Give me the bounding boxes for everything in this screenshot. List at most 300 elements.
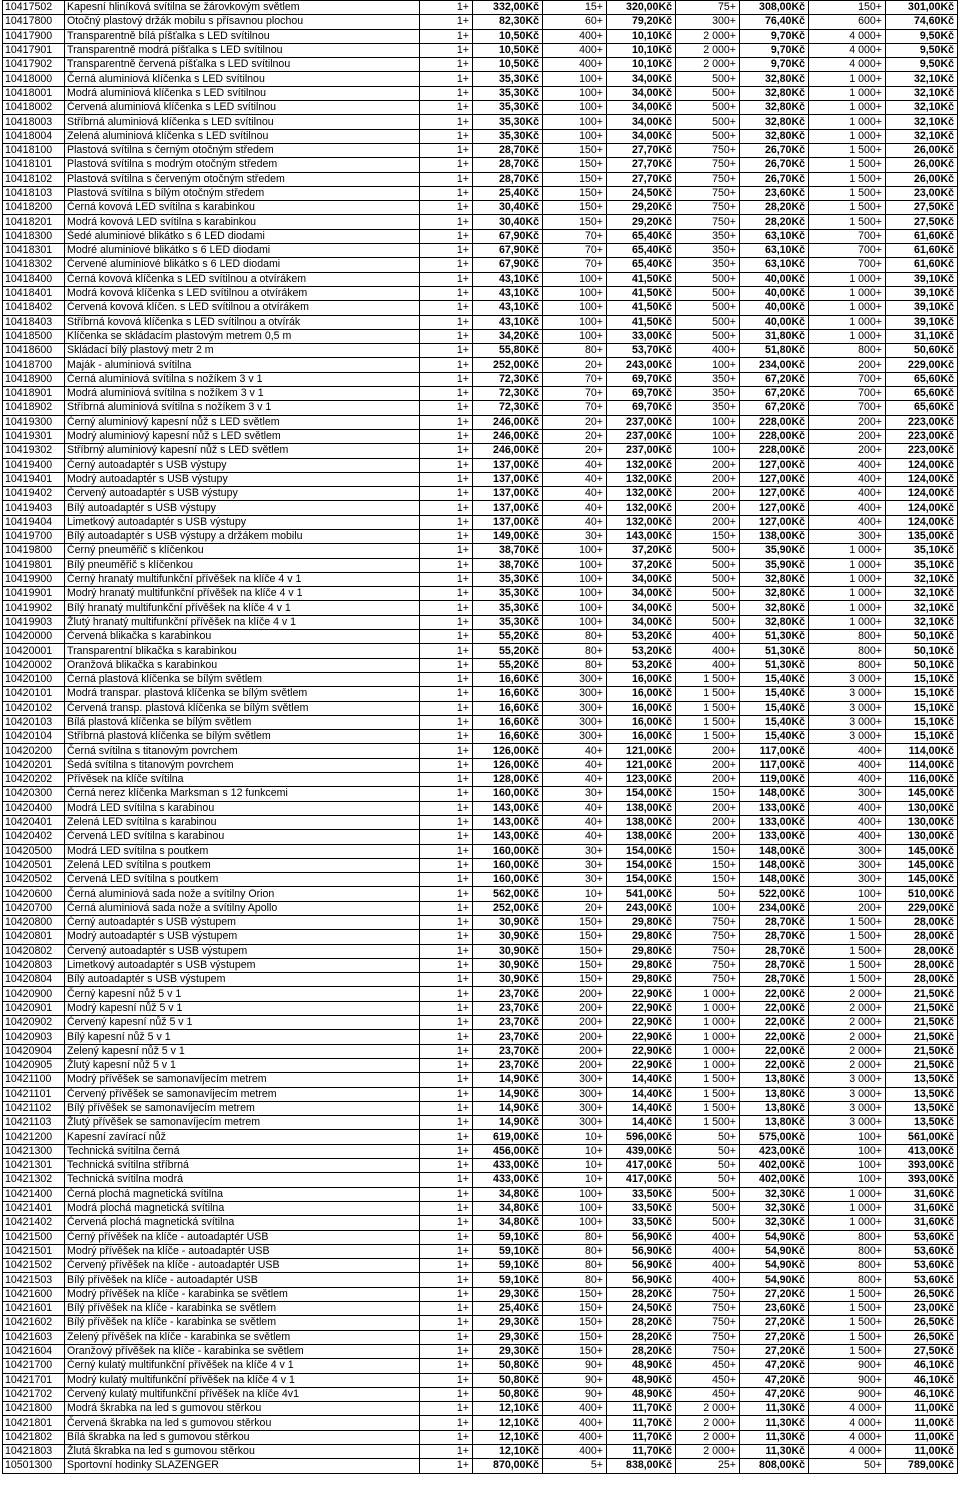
product-code: 10419900 (3, 572, 65, 586)
qty-tier-4: 2 000+ (809, 1058, 886, 1072)
qty-tier-4: 4 000+ (809, 1444, 886, 1458)
product-name: Kapesní hliníková svítilna se žárovkovým světlem (65, 1, 420, 15)
price-tier-4: 46,10Kč (886, 1373, 958, 1387)
product-name: Stříbrná aluminiová klíčenka s LED svítilnou (65, 115, 420, 129)
price-tier-1: 14,90Kč (473, 1101, 543, 1115)
qty-tier-3: 200+ (676, 830, 740, 844)
price-tier-2: 11,70Kč (607, 1416, 676, 1430)
qty-tier-1: 1+ (420, 830, 473, 844)
table-row (3, 1087, 958, 1101)
price-tier-1: 23,70Kč (473, 1044, 543, 1058)
price-tier-3: 35,90Kč (740, 544, 809, 558)
price-tier-2: 48,90Kč (607, 1387, 676, 1401)
qty-tier-4: 1 000+ (809, 101, 886, 115)
product-code: 10420001 (3, 644, 65, 658)
price-tier-1: 43,10Kč (473, 315, 543, 329)
price-tier-4: 9,50Kč (886, 43, 958, 57)
product-code: 10417902 (3, 58, 65, 72)
qty-tier-2: 300+ (543, 730, 607, 744)
price-tier-2: 154,00Kč (607, 858, 676, 872)
table-row (3, 844, 958, 858)
qty-tier-2: 70+ (543, 401, 607, 415)
qty-tier-3: 750+ (676, 958, 740, 972)
product-code: 10420401 (3, 815, 65, 829)
price-tier-4: 393,00Kč (886, 1173, 958, 1187)
price-tier-4: 31,60Kč (886, 1216, 958, 1230)
qty-tier-1: 1+ (420, 387, 473, 401)
price-tier-3: 9,70Kč (740, 29, 809, 43)
qty-tier-2: 200+ (543, 987, 607, 1001)
qty-tier-3: 400+ (676, 644, 740, 658)
price-tier-2: 29,80Kč (607, 916, 676, 930)
qty-tier-2: 15+ (543, 1, 607, 15)
price-tier-3: 28,70Kč (740, 973, 809, 987)
price-tier-4: 65,60Kč (886, 372, 958, 386)
price-tier-2: 28,20Kč (607, 1330, 676, 1344)
price-tier-2: 34,00Kč (607, 115, 676, 129)
product-name: Černý přívěšek na klíče - autoadaptér USB (65, 1230, 420, 1244)
price-tier-3: 23,60Kč (740, 186, 809, 200)
price-tier-1: 55,20Kč (473, 658, 543, 672)
qty-tier-1: 1+ (420, 658, 473, 672)
table-row (3, 1, 958, 15)
qty-tier-3: 750+ (676, 973, 740, 987)
price-tier-4: 223,00Kč (886, 444, 958, 458)
qty-tier-2: 150+ (543, 1316, 607, 1330)
price-tier-1: 59,10Kč (473, 1273, 543, 1287)
qty-tier-4: 1 000+ (809, 72, 886, 86)
table-row (3, 730, 958, 744)
table-row (3, 444, 958, 458)
qty-tier-3: 200+ (676, 458, 740, 472)
price-tier-1: 16,60Kč (473, 672, 543, 686)
table-row (3, 715, 958, 729)
qty-tier-1: 1+ (420, 229, 473, 243)
qty-tier-1: 1+ (420, 272, 473, 286)
qty-tier-3: 1 500+ (676, 687, 740, 701)
qty-tier-3: 350+ (676, 401, 740, 415)
product-code: 10418900 (3, 372, 65, 386)
product-code: 10420101 (3, 687, 65, 701)
price-tier-3: 67,20Kč (740, 372, 809, 386)
qty-tier-1: 1+ (420, 1416, 473, 1430)
price-tier-3: 133,00Kč (740, 801, 809, 815)
qty-tier-2: 300+ (543, 1087, 607, 1101)
price-tier-2: 33,50Kč (607, 1187, 676, 1201)
table-row (3, 244, 958, 258)
table-row (3, 1201, 958, 1215)
table-row (3, 286, 958, 300)
product-name: Kapesní zavírací nůž (65, 1130, 420, 1144)
price-tier-2: 10,10Kč (607, 58, 676, 72)
price-tier-4: 32,10Kč (886, 129, 958, 143)
qty-tier-1: 1+ (420, 701, 473, 715)
price-tier-4: 32,10Kč (886, 101, 958, 115)
price-tier-3: 26,70Kč (740, 143, 809, 157)
price-tier-4: 135,00Kč (886, 529, 958, 543)
price-tier-2: 34,00Kč (607, 572, 676, 586)
table-row (3, 1001, 958, 1015)
table-row (3, 630, 958, 644)
price-tier-2: 10,10Kč (607, 43, 676, 57)
price-tier-2: 41,50Kč (607, 286, 676, 300)
product-name: Červený autoadaptér s USB výstupem (65, 944, 420, 958)
product-code: 10418600 (3, 344, 65, 358)
qty-tier-3: 400+ (676, 1244, 740, 1258)
product-name: Černá kovová klíčenka s LED svítilnou a otvírákem (65, 272, 420, 286)
price-tier-3: 32,80Kč (740, 572, 809, 586)
price-tier-4: 32,10Kč (886, 72, 958, 86)
qty-tier-1: 1+ (420, 1216, 473, 1230)
qty-tier-3: 400+ (676, 1230, 740, 1244)
price-tier-3: 51,30Kč (740, 630, 809, 644)
price-tier-2: 33,00Kč (607, 329, 676, 343)
price-tier-3: 234,00Kč (740, 901, 809, 915)
product-name: Červená škrabka na led s gumovou stěrkou (65, 1416, 420, 1430)
price-tier-2: 41,50Kč (607, 272, 676, 286)
price-tier-3: 15,40Kč (740, 730, 809, 744)
price-tier-2: 320,00Kč (607, 1, 676, 15)
qty-tier-1: 1+ (420, 1287, 473, 1301)
price-tier-3: 13,80Kč (740, 1101, 809, 1115)
table-row (3, 1359, 958, 1373)
product-name: Modrá kovová klíčenka s LED svítilnou a otvírákem (65, 286, 420, 300)
product-code: 10418301 (3, 244, 65, 258)
product-code: 10421603 (3, 1330, 65, 1344)
product-code: 10419903 (3, 615, 65, 629)
qty-tier-1: 1+ (420, 930, 473, 944)
qty-tier-4: 400+ (809, 487, 886, 501)
qty-tier-3: 2 000+ (676, 43, 740, 57)
qty-tier-4: 1 500+ (809, 958, 886, 972)
price-tier-1: 143,00Kč (473, 801, 543, 815)
qty-tier-3: 750+ (676, 215, 740, 229)
product-code: 10420200 (3, 744, 65, 758)
table-row (3, 687, 958, 701)
price-tier-2: 48,90Kč (607, 1359, 676, 1373)
qty-tier-2: 150+ (543, 958, 607, 972)
qty-tier-2: 100+ (543, 587, 607, 601)
price-tier-1: 433,00Kč (473, 1159, 543, 1173)
qty-tier-1: 1+ (420, 901, 473, 915)
qty-tier-2: 100+ (543, 544, 607, 558)
price-tier-3: 26,70Kč (740, 172, 809, 186)
product-code: 10421402 (3, 1216, 65, 1230)
qty-tier-2: 150+ (543, 916, 607, 930)
qty-tier-3: 750+ (676, 186, 740, 200)
price-tier-1: 38,70Kč (473, 544, 543, 558)
table-row (3, 1230, 958, 1244)
product-name: Černá aluminiová svítilna s nožíkem 3 v 1 (65, 372, 420, 386)
table-row (3, 86, 958, 100)
product-code: 10419401 (3, 472, 65, 486)
qty-tier-1: 1+ (420, 329, 473, 343)
table-row (3, 143, 958, 157)
qty-tier-4: 200+ (809, 429, 886, 443)
price-tier-1: 126,00Kč (473, 744, 543, 758)
price-tier-4: 31,60Kč (886, 1187, 958, 1201)
price-tier-4: 114,00Kč (886, 758, 958, 772)
qty-tier-3: 750+ (676, 172, 740, 186)
qty-tier-4: 3 000+ (809, 730, 886, 744)
qty-tier-2: 200+ (543, 1058, 607, 1072)
table-row (3, 1058, 958, 1072)
qty-tier-1: 1+ (420, 973, 473, 987)
qty-tier-3: 750+ (676, 1344, 740, 1358)
qty-tier-2: 40+ (543, 773, 607, 787)
price-tier-2: 417,00Kč (607, 1159, 676, 1173)
qty-tier-1: 1+ (420, 1173, 473, 1187)
table-row (3, 858, 958, 872)
qty-tier-3: 500+ (676, 615, 740, 629)
price-tier-3: 117,00Kč (740, 758, 809, 772)
qty-tier-3: 1 000+ (676, 1058, 740, 1072)
qty-tier-1: 1+ (420, 801, 473, 815)
price-tier-3: 63,10Kč (740, 244, 809, 258)
qty-tier-1: 1+ (420, 1316, 473, 1330)
price-tier-4: 11,00Kč (886, 1402, 958, 1416)
price-tier-2: 121,00Kč (607, 744, 676, 758)
table-row (3, 916, 958, 930)
qty-tier-2: 150+ (543, 201, 607, 215)
price-tier-3: 32,80Kč (740, 587, 809, 601)
qty-tier-3: 50+ (676, 1159, 740, 1173)
table-row (3, 129, 958, 143)
product-name: Černá aluminiová sada nože a svítilny Orion (65, 887, 420, 901)
price-tier-1: 59,10Kč (473, 1244, 543, 1258)
price-tier-2: 14,40Kč (607, 1087, 676, 1101)
qty-tier-4: 300+ (809, 844, 886, 858)
qty-tier-4: 100+ (809, 887, 886, 901)
qty-tier-3: 300+ (676, 15, 740, 29)
price-tier-4: 21,50Kč (886, 1058, 958, 1072)
qty-tier-4: 1 000+ (809, 615, 886, 629)
qty-tier-3: 1 000+ (676, 1044, 740, 1058)
price-tier-2: 29,20Kč (607, 215, 676, 229)
qty-tier-4: 1 000+ (809, 558, 886, 572)
price-tier-3: 27,20Kč (740, 1344, 809, 1358)
qty-tier-1: 1+ (420, 1201, 473, 1215)
price-tier-2: 56,90Kč (607, 1259, 676, 1273)
qty-tier-3: 750+ (676, 916, 740, 930)
price-tier-3: 15,40Kč (740, 701, 809, 715)
product-name: Zelená aluminiová klíčenka s LED svítilnou (65, 129, 420, 143)
qty-tier-3: 750+ (676, 944, 740, 958)
price-tier-3: 127,00Kč (740, 487, 809, 501)
product-name: Šedé aluminiové blikátko s 6 LED diodami (65, 229, 420, 243)
product-name: Modrý přívěšek na klíče - autoadaptér USB (65, 1244, 420, 1258)
qty-tier-1: 1+ (420, 1187, 473, 1201)
price-tier-1: 50,80Kč (473, 1359, 543, 1373)
table-row (3, 487, 958, 501)
price-tier-2: 33,50Kč (607, 1201, 676, 1215)
price-tier-3: 13,80Kč (740, 1116, 809, 1130)
table-row (3, 773, 958, 787)
price-tier-3: 40,00Kč (740, 272, 809, 286)
price-tier-4: 23,00Kč (886, 186, 958, 200)
qty-tier-1: 1+ (420, 172, 473, 186)
price-tier-4: 50,10Kč (886, 644, 958, 658)
qty-tier-2: 30+ (543, 787, 607, 801)
qty-tier-4: 700+ (809, 387, 886, 401)
qty-tier-1: 1+ (420, 1087, 473, 1101)
qty-tier-4: 1 500+ (809, 172, 886, 186)
price-tier-2: 37,20Kč (607, 558, 676, 572)
price-tier-1: 35,30Kč (473, 129, 543, 143)
qty-tier-1: 1+ (420, 1302, 473, 1316)
product-code: 10420700 (3, 901, 65, 915)
qty-tier-1: 1+ (420, 558, 473, 572)
product-code: 10420901 (3, 1001, 65, 1015)
qty-tier-4: 200+ (809, 415, 886, 429)
product-code: 10421401 (3, 1201, 65, 1215)
qty-tier-1: 1+ (420, 1144, 473, 1158)
qty-tier-2: 10+ (543, 1159, 607, 1173)
qty-tier-4: 900+ (809, 1359, 886, 1373)
qty-tier-2: 10+ (543, 1130, 607, 1144)
qty-tier-1: 1+ (420, 587, 473, 601)
product-name: Žlutá škrabka na led s gumovou stěrkou (65, 1444, 420, 1458)
price-tier-3: 22,00Kč (740, 1030, 809, 1044)
qty-tier-2: 80+ (543, 1273, 607, 1287)
price-tier-3: 51,30Kč (740, 658, 809, 672)
qty-tier-1: 1+ (420, 1073, 473, 1087)
product-code: 10420100 (3, 672, 65, 686)
price-tier-2: 138,00Kč (607, 830, 676, 844)
qty-tier-4: 3 000+ (809, 687, 886, 701)
price-tier-2: 56,90Kč (607, 1230, 676, 1244)
price-tier-4: 130,00Kč (886, 815, 958, 829)
qty-tier-1: 1+ (420, 944, 473, 958)
table-row (3, 1173, 958, 1187)
qty-tier-2: 20+ (543, 901, 607, 915)
product-code: 10420300 (3, 787, 65, 801)
product-name: Stříbrná plastová klíčenka se bílým světlem (65, 730, 420, 744)
product-name: Bílý přívěšek na klíče - karabinka se světlem (65, 1302, 420, 1316)
qty-tier-4: 400+ (809, 758, 886, 772)
price-tier-1: 25,40Kč (473, 186, 543, 200)
qty-tier-3: 100+ (676, 415, 740, 429)
qty-tier-1: 1+ (420, 158, 473, 172)
product-name: Stříbrná kovová klíčenka s LED svítilnou a otvírák (65, 315, 420, 329)
price-tier-4: 15,10Kč (886, 687, 958, 701)
price-tier-4: 26,50Kč (886, 1330, 958, 1344)
qty-tier-1: 1+ (420, 1459, 473, 1473)
price-tier-1: 59,10Kč (473, 1259, 543, 1273)
qty-tier-2: 300+ (543, 672, 607, 686)
qty-tier-1: 1+ (420, 916, 473, 930)
product-code: 10419800 (3, 544, 65, 558)
product-name: Modrý přívěšek se samonavíjecím metrem (65, 1073, 420, 1087)
qty-tier-4: 800+ (809, 1230, 886, 1244)
price-tier-1: 14,90Kč (473, 1087, 543, 1101)
qty-tier-3: 200+ (676, 773, 740, 787)
price-tier-3: 133,00Kč (740, 830, 809, 844)
qty-tier-3: 350+ (676, 372, 740, 386)
qty-tier-3: 750+ (676, 1302, 740, 1316)
qty-tier-3: 50+ (676, 887, 740, 901)
qty-tier-3: 1 500+ (676, 701, 740, 715)
product-name: Klíčenka se skládacím plastovým metrem 0,5 m (65, 329, 420, 343)
product-code: 10421801 (3, 1416, 65, 1430)
price-tier-1: 30,90Kč (473, 930, 543, 944)
qty-tier-4: 150+ (809, 1, 886, 15)
product-name: Červená plochá magnetická svítilna (65, 1216, 420, 1230)
price-tier-4: 35,10Kč (886, 544, 958, 558)
qty-tier-3: 1 500+ (676, 672, 740, 686)
price-tier-2: 11,70Kč (607, 1430, 676, 1444)
price-tier-4: 32,10Kč (886, 572, 958, 586)
price-tier-3: 402,00Kč (740, 1159, 809, 1173)
qty-tier-2: 100+ (543, 101, 607, 115)
price-tier-1: 12,10Kč (473, 1444, 543, 1458)
price-tier-2: 10,10Kč (607, 29, 676, 43)
qty-tier-2: 150+ (543, 143, 607, 157)
product-name: Červená blikačka s karabinkou (65, 630, 420, 644)
qty-tier-1: 1+ (420, 715, 473, 729)
qty-tier-2: 10+ (543, 887, 607, 901)
table-row (3, 1216, 958, 1230)
qty-tier-2: 80+ (543, 1230, 607, 1244)
product-name: Červená LED svítilna s poutkem (65, 873, 420, 887)
price-tier-1: 10,50Kč (473, 29, 543, 43)
qty-tier-1: 1+ (420, 186, 473, 200)
table-row (3, 72, 958, 86)
price-table-body (3, 1, 958, 1474)
qty-tier-3: 200+ (676, 801, 740, 815)
price-tier-3: 15,40Kč (740, 672, 809, 686)
qty-tier-1: 1+ (420, 372, 473, 386)
product-name: Modrý aluminiový kapesní nůž s LED světlem (65, 429, 420, 443)
price-tier-4: 15,10Kč (886, 672, 958, 686)
price-tier-1: 35,30Kč (473, 72, 543, 86)
price-tier-2: 53,20Kč (607, 630, 676, 644)
price-tier-4: 32,10Kč (886, 601, 958, 615)
table-row (3, 101, 958, 115)
price-tier-1: 82,30Kč (473, 15, 543, 29)
qty-tier-3: 1 000+ (676, 987, 740, 1001)
price-tier-1: 332,00Kč (473, 1, 543, 15)
price-tier-4: 32,10Kč (886, 615, 958, 629)
qty-tier-4: 400+ (809, 773, 886, 787)
qty-tier-1: 1+ (420, 115, 473, 129)
qty-tier-4: 1 500+ (809, 215, 886, 229)
qty-tier-3: 1 500+ (676, 1073, 740, 1087)
qty-tier-3: 100+ (676, 444, 740, 458)
qty-tier-3: 400+ (676, 630, 740, 644)
qty-tier-3: 450+ (676, 1373, 740, 1387)
price-tier-1: 25,40Kč (473, 1302, 543, 1316)
price-tier-4: 21,50Kč (886, 987, 958, 1001)
product-name: Černý kulatý multifunkční přívěšek na klíče 4 v 1 (65, 1359, 420, 1373)
product-name: Zelený kapesní nůž 5 v 1 (65, 1044, 420, 1058)
product-code: 10418003 (3, 115, 65, 129)
qty-tier-2: 300+ (543, 1116, 607, 1130)
product-code: 10420501 (3, 858, 65, 872)
price-tier-3: 28,70Kč (740, 944, 809, 958)
price-tier-3: 9,70Kč (740, 43, 809, 57)
product-code: 10419301 (3, 429, 65, 443)
qty-tier-1: 1+ (420, 630, 473, 644)
price-tier-2: 33,50Kč (607, 1216, 676, 1230)
qty-tier-4: 400+ (809, 472, 886, 486)
qty-tier-2: 100+ (543, 329, 607, 343)
table-row (3, 930, 958, 944)
qty-tier-1: 1+ (420, 1444, 473, 1458)
price-tier-3: 32,80Kč (740, 615, 809, 629)
product-name: Červený přívěšek se samonavíjecím metrem (65, 1087, 420, 1101)
table-row (3, 1159, 958, 1173)
